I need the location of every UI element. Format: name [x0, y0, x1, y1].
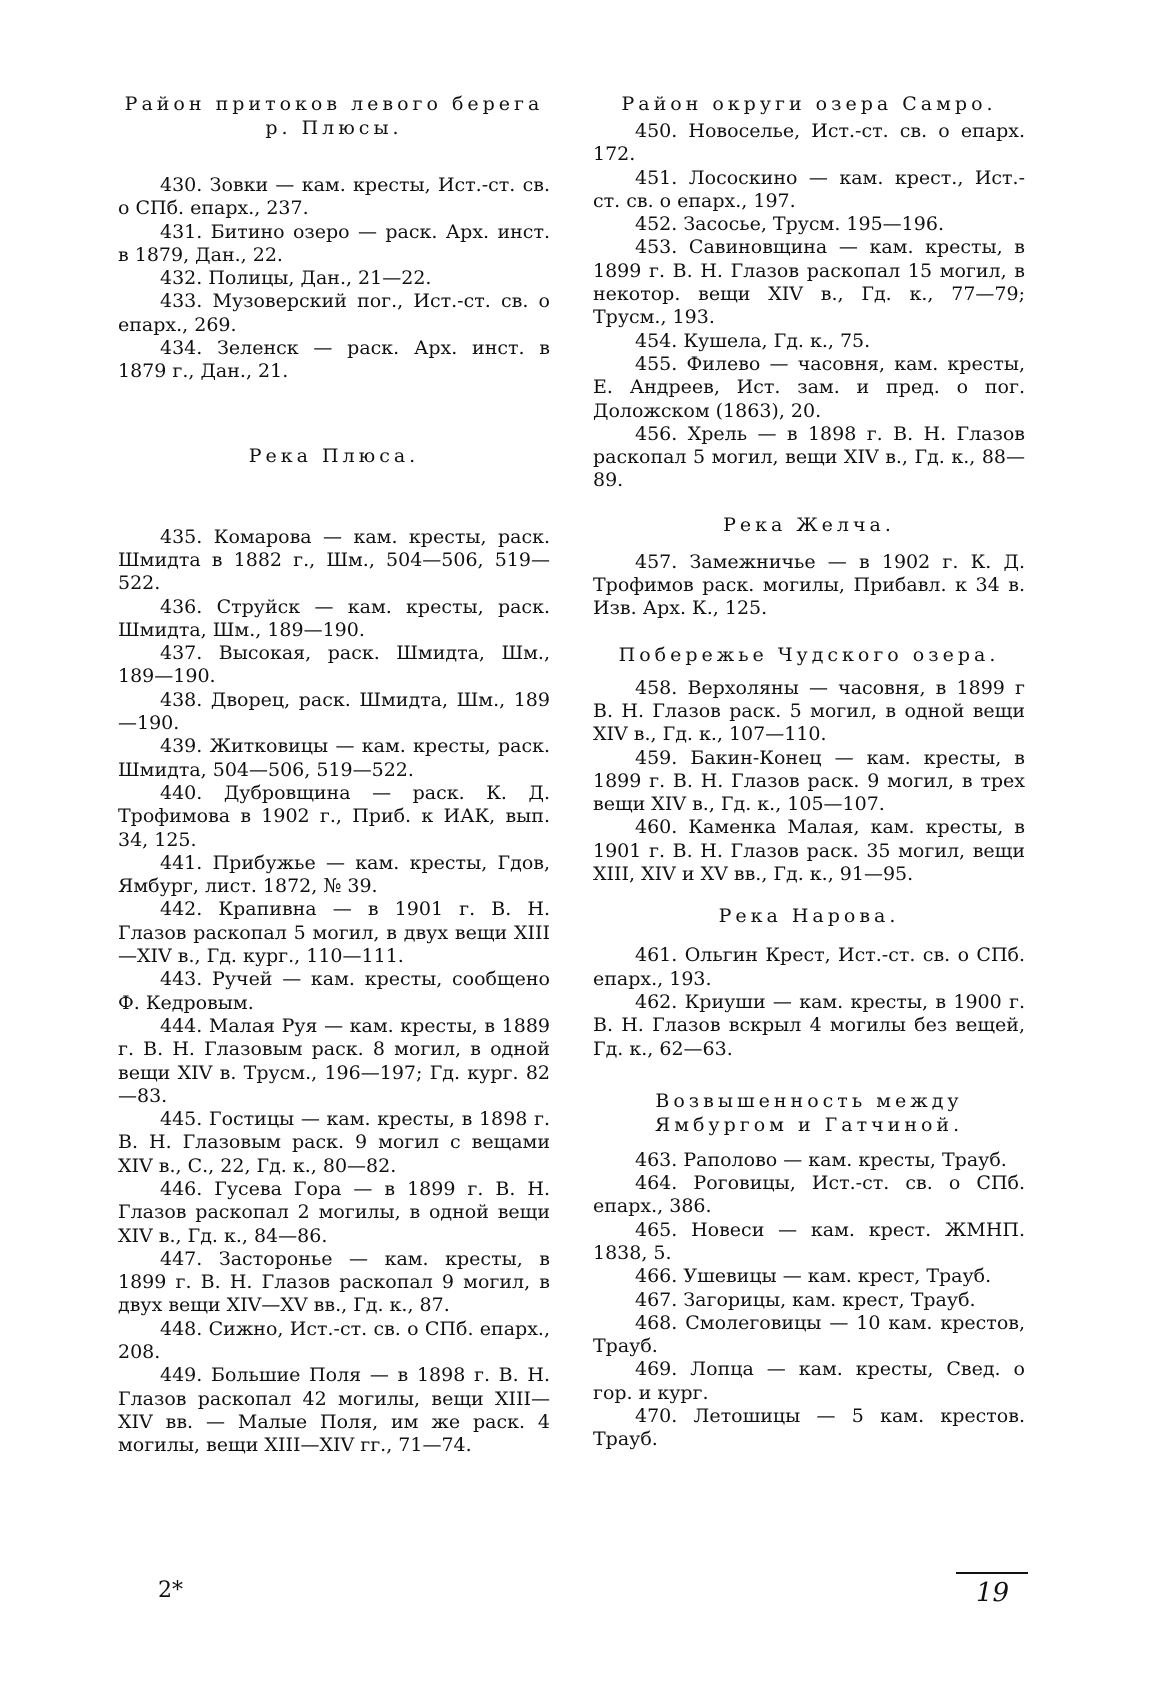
entry-434: 434. Зеленск — раск. Арх. инст. в 1879 г., Дан., 21. [118, 337, 550, 383]
section-heading: Район притоков левого берега р. Плюсы. [124, 93, 544, 139]
entry-441: 441. Прибужье — кам. кресты, Гдов, Ямбург, лист. 1872, № 39. [118, 851, 550, 898]
entry-457: 457. Замежничье — в 1902 г. К. Д. Трофимов раск. могилы, Прибавл. к 34 в. Изв. Арх. К., 125. [593, 550, 1025, 620]
entry-448: 448. Сижно, Ист.-ст. св. о СПб. епарх., 208. [118, 1317, 550, 1364]
entry-469: 469. Лопца — кам. кресты, Свед. о гор. и кург. [593, 1358, 1025, 1404]
entry-435: 435. Комарова — кам. кресты, раск. Шмидта в 1882 г., Шм., 504—506, 519—522. [118, 525, 550, 595]
section-heading: Возвышенность между Ямбургом и Гатчиной. [654, 1089, 964, 1136]
entry-461: 461. Ольгин Крест, Ист.-ст. св. о СПб. епарх., 193. [593, 944, 1025, 990]
section-heading: Район округи озера Самро. [621, 93, 997, 115]
entry-445: 445. Гостицы — кам. кресты, в 1898 г. В. Н. Глазовым раск. 9 могил с вещами XIV в., С., 22, Гд. к., 80—82. [118, 1108, 550, 1177]
entry-449: 449. Большие Поля — в 1898 г. В. Н. Глазов раскопал 42 могилы, вещи XIII—XIV вв. — Малые Поля, им же раск. 4 могилы, вещи XIII—XIV гг., 71—74. [118, 1364, 550, 1457]
left-column [118, 92, 550, 1458]
entry-437: 437. Высокая, раск. Шмидта, Шм., 189—190. [118, 642, 550, 688]
entry-459: 459. Бакин-Конец — кам. кресты, в 1899 г. В. Н. Глазов раск. 9 могил, в трех вещи XIV в., Гд. к., 105—107. [593, 746, 1025, 816]
entry-458: 458. Верхоляны — часовня, в 1899 г В. Н. Глазов раск. 5 могил, в одной вещи XIV в., Гд. к., 107—110. [593, 676, 1025, 746]
entry-438: 438. Дворец, раск. Шмидта, Шм., 189—190. [118, 688, 550, 735]
entry-466: 466. Ушевицы — кам. крест, Трауб. [635, 1265, 992, 1288]
entry-470: 470. Летошицы — 5 кам. крестов. Трауб. [593, 1405, 1025, 1451]
section-heading: Река Желча. [723, 513, 895, 536]
entry-456: 456. Хрель — в 1898 г. В. Н. Глазов раскопал 5 могил, вещи XIV в., Гд. к., 88—89. [593, 422, 1025, 492]
entry-462: 462. Криуши — кам. кресты, в 1900 г. В. Н. Глазов вскрыл 4 могилы без вещей, Гд. к., 62—63. [593, 990, 1025, 1060]
entry-453: 453. Савиновщина — кам. кресты, в 1899 г. В. Н. Глазов раскопал 15 могил, в некотор. вещи XIV в., Гд. к., 77—79; Трусм., 193. [593, 236, 1025, 329]
entry-468: 468. Смолеговицы — 10 кам. крестов, Трауб. [593, 1311, 1025, 1358]
entry-432: 432. Полицы, Дан., 21—22. [160, 267, 432, 290]
entry-433: 433. Музоверский пог., Ист.-ст. св. о епарх., 269. [118, 290, 550, 336]
entry-460: 460. Каменка Малая, кам. кресты, в 1901 г. В. Н. Глазов раск. 35 могил, вещи XIII, XIV и XV вв., Гд. к., 91—95. [593, 816, 1025, 886]
entry-443: 443. Ручей — кам. кресты, сообщено Ф. Кедровым. [118, 968, 550, 1014]
section-heading: Река Плюса. [248, 444, 420, 467]
entry-440: 440. Дубровщина — раск. К. Д. Трофимова в 1902 г., Приб. к ИАК, вып. 34, 125. [118, 781, 550, 851]
entry-450: 450. Новоселье, Ист.-ст. св. о епарх. 172. [593, 120, 1025, 166]
page-number: 19 [976, 1578, 1010, 1608]
entry-431: 431. Битино озеро — раск. Арх. инст. в 1879, Дан., 22. [118, 220, 550, 266]
entry-464: 464. Роговицы, Ист.-ст. св. о СПб. епарх., 386. [593, 1172, 1025, 1218]
entry-436: 436. Струйск — кам. кресты, раск. Шмидта, Шм., 189—190. [118, 595, 550, 641]
section-heading: Побережье Чудского озера. [618, 643, 1000, 666]
section-heading: Река Нарова. [718, 905, 900, 928]
entry-455: 455. Филево — часовня, кам. кресты, Е. Андреев, Ист. зам. и пред. о пог. Доложском (1863), 20. [593, 352, 1025, 422]
entry-451: 451. Лососкино — кам. крест., Ист.-ст. св. о епарх., 197. [593, 166, 1025, 212]
entry-463: 463. Раполово — кам. кресты, Трауб. [635, 1148, 1007, 1171]
entry-467: 467. Загорицы, кам. крест, Трауб. [635, 1288, 976, 1311]
entry-465: 465. Новеси — кам. крест. ЖМНП. 1838, 5. [593, 1218, 1025, 1264]
printer-signature-mark: 2* [158, 1578, 183, 1603]
entry-452: 452. Засосье, Трусм. 195—196. [635, 213, 944, 236]
entry-439: 439. Житковицы — кам. кресты, раск. Шмидта, 504—506, 519—522. [118, 735, 550, 781]
entry-430: 430. Зовки — кам. кресты, Ист.-ст. св. о СПб. епарх., 237. [118, 174, 550, 220]
entry-444: 444. Малая Руя — кам. кресты, в 1889 г. В. Н. Глазовым раск. 8 могил, в одной вещи XIV в. Трусм., 196—197; Гд. кург. 82—83. [118, 1014, 550, 1107]
entry-446: 446. Гусева Гора — в 1899 г. В. Н. Глазов раскопал 2 могилы, в одной вещи XIV в., Гд. к., 84—86. [118, 1177, 550, 1247]
entry-442: 442. Крапивна — в 1901 г. В. Н. Глазов раскопал 5 могил, в двух вещи XIII—XIV в., Гд. кург., 110—111. [118, 898, 550, 968]
right-column [593, 92, 1025, 1452]
footer-rule [956, 1572, 1028, 1574]
entry-454: 454. Кушела, Гд. к., 75. [635, 329, 871, 352]
entry-447: 447. Засторонье — кам. кресты, в 1899 г. В. Н. Глазов раскопал 9 могил, в двух вещи XIV—XV вв., Гд. к., 87. [118, 1247, 550, 1317]
